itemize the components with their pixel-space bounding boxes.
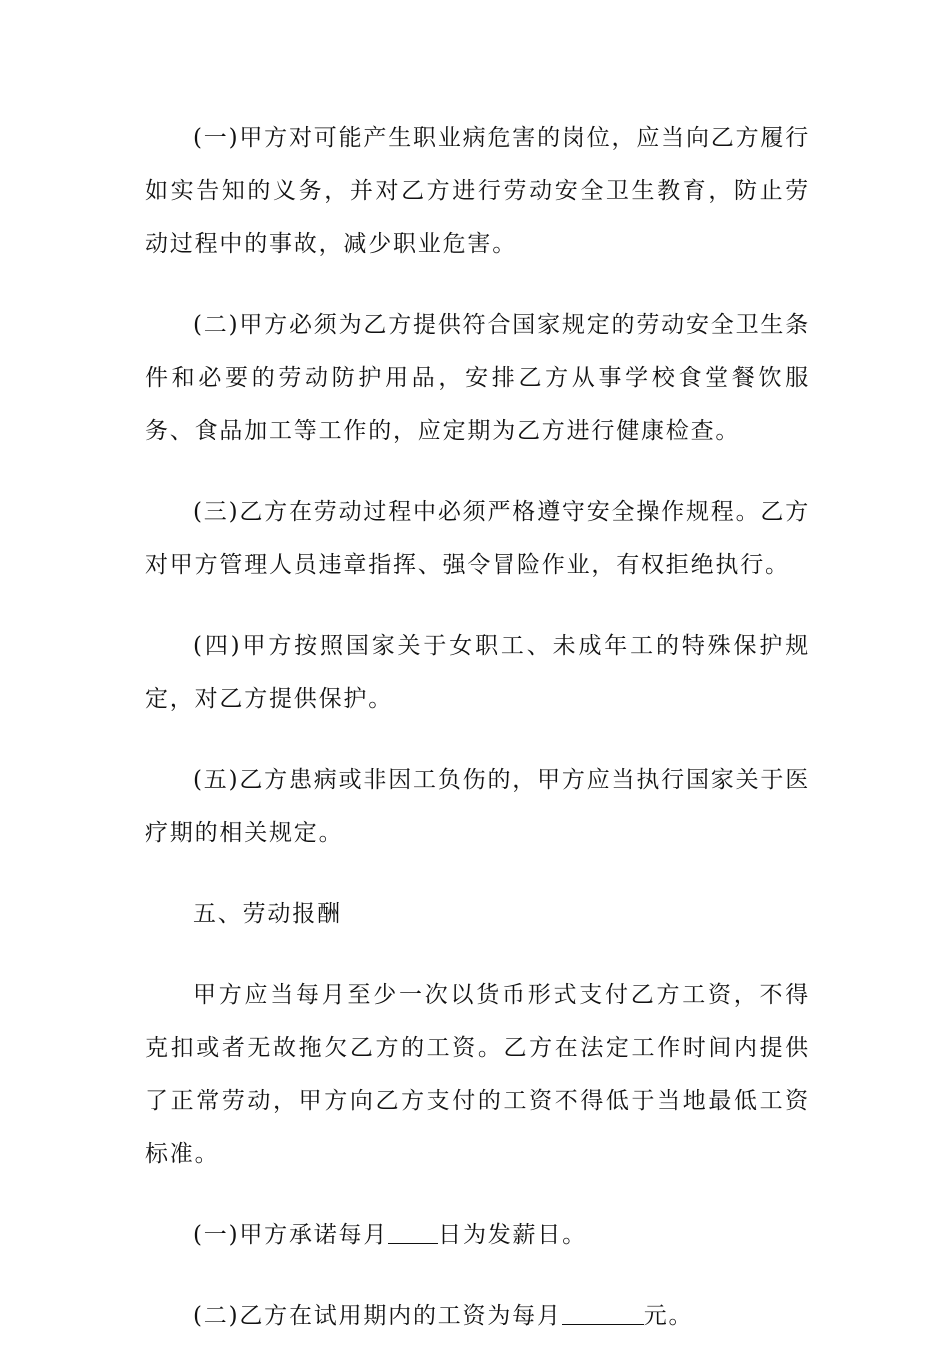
payday-clause-text-before: (一)甲方承诺每月 [193, 1222, 389, 1248]
payday-clause [145, 1209, 810, 1262]
payday-clause-text-after: 日为发薪日。 [438, 1222, 587, 1248]
probation-wage-blank [562, 1302, 644, 1325]
clause-paragraph-5: (五)乙方患病或非因工负伤的，甲方应当执行国家关于医疗期的相关规定。 [145, 767, 810, 846]
probation-clause [145, 1290, 810, 1343]
clause-paragraph-3: (三)乙方在劳动过程中必须严格遵守安全操作规程。乙方对甲方管理人员违章指挥、强令冒险作业，有权拒绝执行。 [145, 499, 810, 578]
payday-blank [388, 1221, 438, 1244]
wage-paragraph: 甲方应当每月至少一次以货币形式支付乙方工资，不得克扣或者无故拖欠乙方的工资。乙方在法定工作时间内提供了正常劳动，甲方向乙方支付的工资不得低于当地最低工资标准。 [145, 982, 810, 1167]
clause-paragraph-2: (二)甲方必须为乙方提供符合国家规定的劳动安全卫生条件和必要的劳动防护用品，安排乙方从事学校食堂餐饮服务、食品加工等工作的，应定期为乙方进行健康检查。 [145, 312, 810, 444]
section-heading: 五、劳动报酬 [193, 901, 342, 927]
probation-clause-text-before: (二)乙方在试用期内的工资为每月 [193, 1303, 562, 1329]
clause-paragraph-1: (一)甲方对可能产生职业病危害的岗位，应当向乙方履行如实告知的义务，并对乙方进行劳动安全卫生教育，防止劳动过程中的事故，减少职业危害。 [145, 125, 810, 257]
document-body [145, 112, 810, 1371]
probation-clause-text-after: 元。 [643, 1303, 694, 1329]
clause-paragraph-4: (四)甲方按照国家关于女职工、未成年工的特殊保护规定，对乙方提供保护。 [145, 633, 810, 712]
